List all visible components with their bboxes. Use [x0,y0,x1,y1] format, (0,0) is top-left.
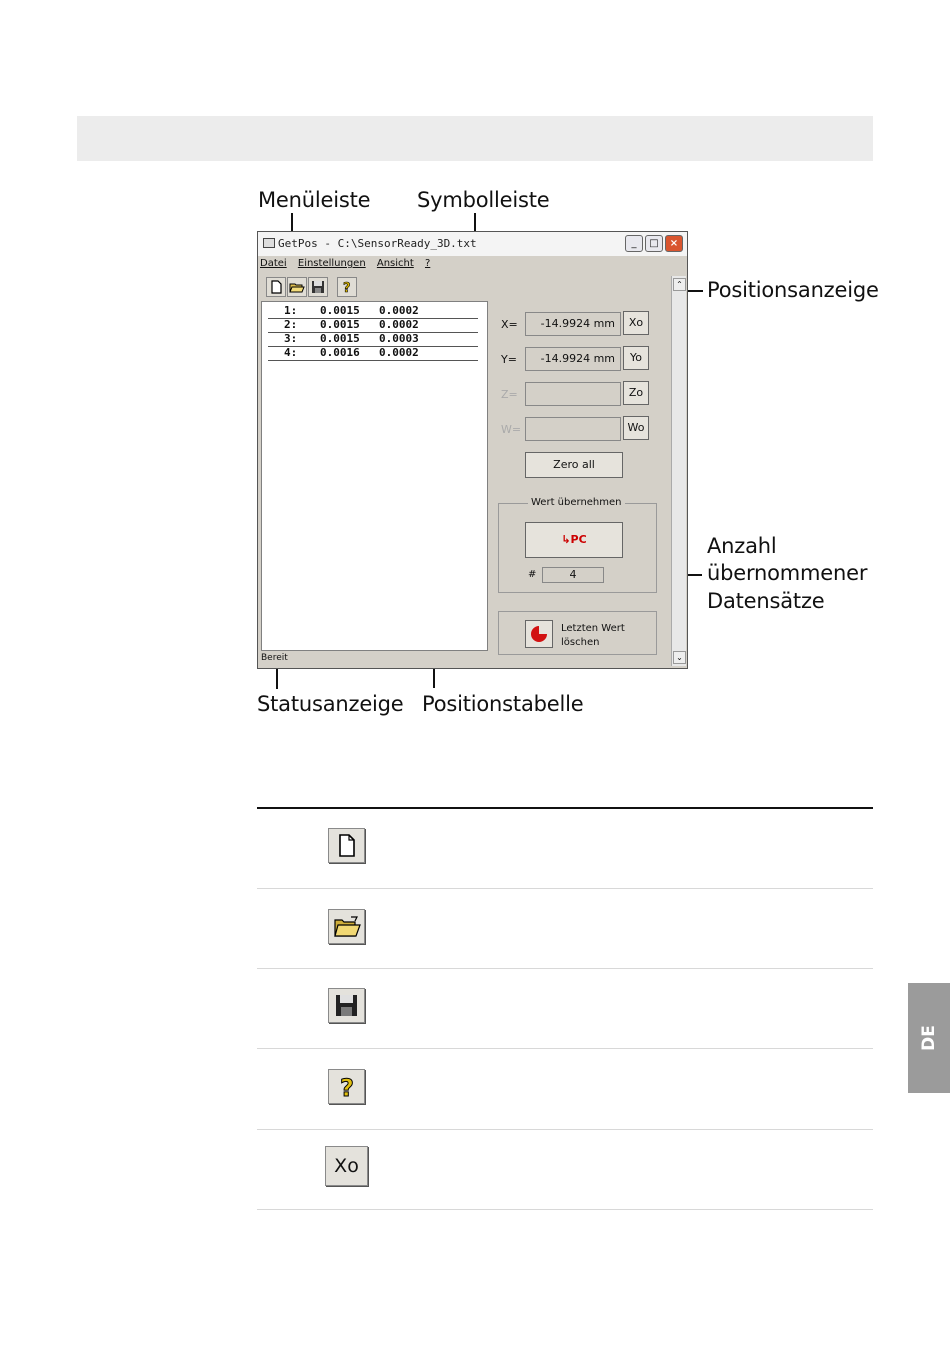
table-row: 4: 0.0016 0.0002 [268,346,478,361]
save-disk-icon [328,988,365,1023]
status-bar: Bereit [261,653,288,663]
callout-record-count-2: übernommener [707,561,868,585]
delete-label: Letzten Wert löschen [561,623,625,648]
app-icon [263,238,275,248]
new-file-icon [328,828,365,863]
x-value-field: -14.9924 mm [525,312,621,336]
menu-datei[interactable]: Datei [260,258,287,269]
row-separator [257,1209,873,1210]
position-table[interactable] [261,301,488,651]
y-zero-button[interactable]: Yo [623,346,649,370]
callout-position-table: Positionstabelle [422,692,584,716]
xo-zero-icon: Xo [325,1146,368,1186]
callout-position-display: Positionsanzeige [707,278,879,302]
minimize-button[interactable]: _ [625,235,643,252]
svg-text:?: ? [340,1074,354,1102]
callout-record-count-3: Datensätze [707,589,825,613]
menu-ansicht[interactable]: Ansicht [376,258,414,269]
row-separator [257,968,873,969]
arrow-icon: ↳ [561,533,571,546]
delete-icon [526,621,552,647]
language-tab: DE [908,983,950,1093]
callout-toolbar: Symbolleiste [417,188,550,212]
menu-help[interactable]: ? [424,258,431,269]
new-file-icon[interactable] [266,277,286,297]
row-separator [257,888,873,889]
table-top-rule [257,807,873,809]
table-row: 3: 0.0015 0.0003 [268,332,478,347]
maximize-button[interactable]: □ [645,235,663,252]
open-folder-icon [328,909,365,944]
table-row: 2: 0.0015 0.0002 [268,318,478,333]
callout-menu-bar: Menüleiste [258,188,371,212]
callout-record-count-1: Anzahl [707,534,777,558]
count-label: # [528,569,537,580]
y-label: Y= [501,353,517,366]
help-icon [328,1069,365,1104]
x-zero-button[interactable]: Xo [623,311,649,335]
title-bar [258,232,687,256]
save-disk-icon[interactable] [308,277,328,297]
table-row: 1: 0.0015 0.0002 [268,304,478,319]
callout-status-display: Statusanzeige [257,692,404,716]
help-icon[interactable] [337,277,357,297]
to-pc-button[interactable]: ↳PC [525,522,623,558]
zero-all-button[interactable]: Zero all [525,452,623,478]
w-zero-button[interactable]: Wo [623,416,649,440]
delete-last-button[interactable] [525,620,553,648]
scroll-down-icon[interactable]: ⌄ [673,651,686,664]
z-zero-button[interactable]: Zo [623,381,649,405]
app-window [257,231,688,669]
y-value-field: -14.9924 mm [525,347,621,371]
row-separator [257,1048,873,1049]
scrollbar[interactable] [671,276,686,666]
header-band [77,116,873,161]
menu-einstellungen[interactable]: Einstellungen [297,258,366,269]
row-separator [257,1129,873,1130]
x-label: X= [501,318,518,331]
close-button[interactable]: × [665,235,683,252]
count-field: 4 [542,567,604,583]
menu-bar [260,258,438,274]
z-label: Z= [501,388,518,401]
svg-text:?: ? [343,281,351,296]
z-value-field [525,382,621,406]
scroll-up-icon[interactable]: ⌃ [673,278,686,291]
w-label: W= [501,423,522,436]
window-title: GetPos - C:\SensorReady_3D.txt [278,237,477,250]
take-value-group-title: Wert übernehmen [528,497,625,508]
w-value-field [525,417,621,441]
open-folder-icon[interactable] [287,277,307,297]
